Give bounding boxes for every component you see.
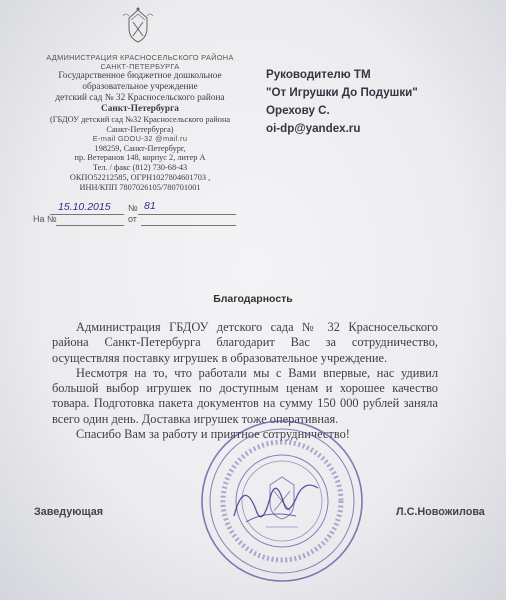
recipient-line-2: "От Игрушки До Подушки" bbox=[266, 85, 418, 99]
address-line-2: пр. Ветеранов 148, корпус 2, литер А bbox=[74, 153, 206, 163]
recipient-block bbox=[266, 66, 418, 138]
org-line-6: Санкт-Петербурга) bbox=[106, 125, 174, 135]
org-line-3: детский сад № 32 Красносельского района bbox=[55, 93, 225, 104]
recipient-line-3: Орехову С. bbox=[266, 103, 330, 117]
signatory-position: Заведующая bbox=[34, 506, 104, 518]
outgoing-number: 81 bbox=[144, 200, 156, 212]
org-line-2: образовательное учреждение bbox=[82, 82, 198, 93]
org-line-4: Санкт-Петербурга bbox=[101, 104, 179, 115]
coat-of-arms-emblem bbox=[121, 6, 155, 44]
paragraph-3: Спасибо Вам за работу и приятное сотрудничество! bbox=[76, 427, 350, 442]
recipient-line-1: Руководителю ТМ bbox=[266, 68, 371, 81]
from-underline bbox=[141, 225, 236, 226]
phone-line: Тел. / факс (812) 730-68-43 bbox=[92, 163, 188, 173]
inn-line: ИНН/КПП 7807026105/780701001 bbox=[79, 182, 201, 192]
admin-line-2: САНКТ-ПЕТЕРБУРГА bbox=[100, 61, 180, 71]
paragraph-1: Администрация ГБДОУ детского сада № 32 Красносельского района Санкт-Петербурга благодарит Вас за сотрудничество, осуществляя поставку игрушек в образовательное учреждение. bbox=[52, 320, 438, 365]
paragraph-2: Несмотря на то, что работали мы с Вами впервые, нас удивил большой выбор игрушек по доступным ценам и хорошее качество товара. Подготовка пакета документов на сумму 150 000 рублей заняла всего один день. Доставка игрушек тоже оперативная. bbox=[52, 365, 438, 426]
date-underline bbox=[50, 214, 124, 215]
signatory-name: Л.С.Новожилова bbox=[396, 506, 485, 518]
okpo-line: ОКПО52212585, ОГРН1027804601703 , bbox=[69, 172, 211, 182]
letter-title: Благодарность bbox=[213, 293, 293, 305]
on-number-label: На № bbox=[33, 214, 57, 224]
handwritten-signature bbox=[226, 458, 326, 538]
number-mark: № bbox=[128, 203, 138, 213]
org-line-5: (ГБДОУ детский сад №32 Красносельского района bbox=[49, 115, 231, 125]
email-line: E-mail GDOU-32 @mail.ru bbox=[92, 133, 188, 143]
on-number-underline bbox=[56, 225, 124, 226]
address-line-1: 198259, Санкт-Петербург, bbox=[94, 143, 186, 153]
admin-line-1: АДМИНИСТРАЦИЯ КРАСНОСЕЛЬСКОГО РАЙОНА bbox=[46, 53, 234, 62]
from-label: от bbox=[128, 214, 137, 224]
sender-header bbox=[10, 54, 270, 193]
number-underline bbox=[138, 214, 236, 215]
recipient-email: oi-dp@yandex.ru bbox=[266, 121, 361, 135]
org-line-1: Государственное бюджетное дошкольное bbox=[58, 71, 222, 82]
outgoing-date: 15.10.2015 bbox=[58, 201, 111, 213]
